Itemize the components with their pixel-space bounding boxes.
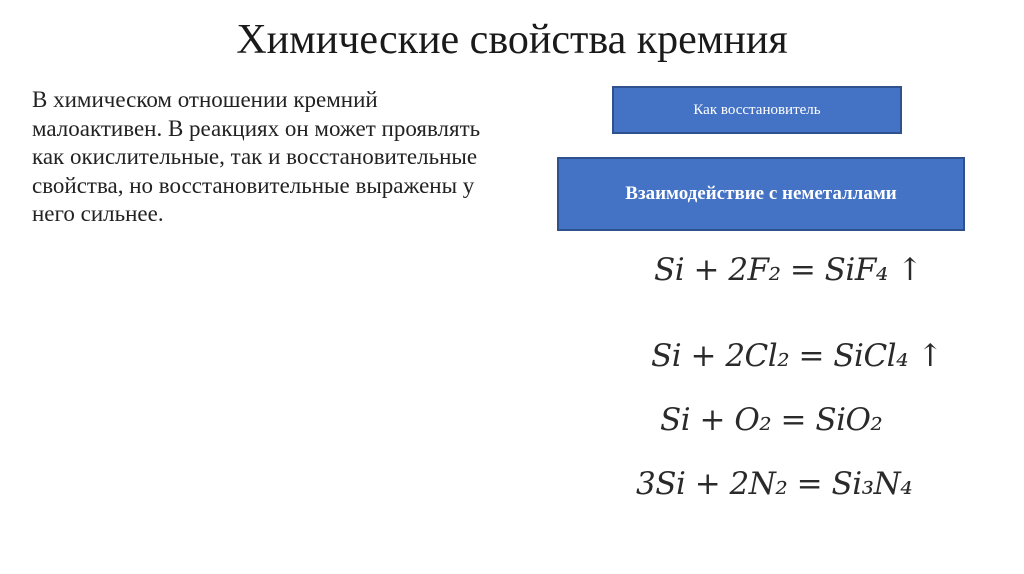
reducer-box-label: Как восстановитель bbox=[693, 101, 821, 118]
equation-si-fluorine: Si + 2F₂ = SiF₄ ↑ bbox=[654, 252, 923, 288]
equation-si-nitrogen: 3Si + 2N₂ = Si₃N₄ bbox=[636, 466, 913, 502]
body-paragraph: В химическом отношении кремний малоактивен. В реакциях он может проявлять как окислительные, так и восстановительные свойства, но восстановительные выражены у него сильнее. bbox=[32, 87, 481, 226]
equation-si-chlorine: Si + 2Cl₂ = SiCl₄ ↑ bbox=[651, 338, 943, 374]
nonmetals-box-label: Взаимодействие с неметаллами bbox=[625, 183, 897, 204]
equation-si-oxygen: Si + O₂ = SiO₂ bbox=[660, 402, 883, 438]
reducer-box bbox=[612, 86, 902, 134]
slide-title: Химические свойства кремния bbox=[236, 17, 788, 63]
nonmetals-box bbox=[557, 157, 965, 231]
